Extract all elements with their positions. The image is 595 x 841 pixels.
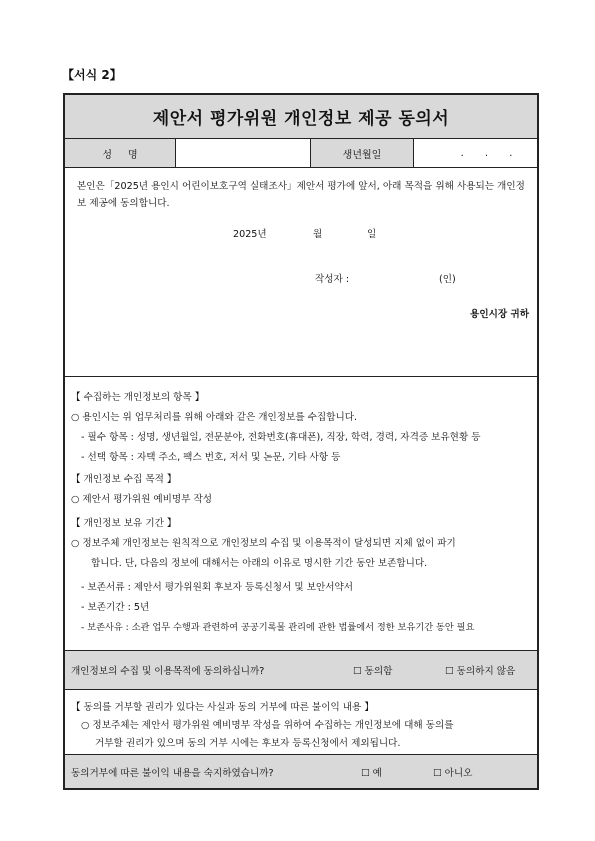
purpose-text: ○ 제안서 평가위원 예비명부 작성 [71,494,213,505]
retention-reason: - 보존사유 : 소관 업무 수행과 관련하여 공공기록물 관리에 관한 법률에서 정한 보유기간 동안 필요 [81,622,475,633]
consent-statement [65,168,537,377]
consent-question: 개인정보의 수집 및 이용목적에 동의하십니까? [71,666,265,677]
retention-docs: - 보존서류 : 제안서 평가위원회 후보자 등록신청서 및 보안서약서 [81,582,354,593]
retention-header: 【 개인정보 보유 기간 】 [71,518,177,529]
birth-dot: . [484,147,489,159]
retention-period: - 보존기간 : 5년 [81,602,150,613]
date-month: 월 [313,229,323,240]
birth-label: 생년월일 [311,139,414,167]
form-label: 【서식 2】 [62,68,122,82]
consent-text: 본인은「2025년 용인시 어린이보호구역 실태조사」제안서 평가에 앞서, 아래 목적을 위해 사용되는 개인정보 제공에 동의합니다. [77,181,525,209]
items-header: 【 수집하는 개인정보의 항목 】 [71,392,205,403]
name-field[interactable] [176,139,311,167]
date-year: 2025년 [233,229,267,240]
writer-label: 작성자 : [315,274,350,285]
agree-checkbox[interactable]: ☐ 동의함 [353,666,393,677]
date-row [65,226,537,240]
retention-text-cont: 합니다. 단, 다음의 정보에 대해서는 아래의 이유로 명시한 기간 동안 보존합니다. [91,558,428,569]
refusal-notice [65,690,537,755]
consent-form [63,93,539,790]
refusal-text-cont: 거부할 권리가 있으며 동의 거부 시에는 후보자 등록신청에서 제외됩니다. [95,738,401,749]
refusal-header: 【 동의를 거부할 권리가 있다는 사실과 동의 거부에 따른 불이익 내용 】 [71,702,374,713]
birth-dot: . [509,147,513,159]
writer-row [65,271,537,285]
applicant-info-row [65,139,537,168]
optional-items: - 선택 항목 : 자택 주소, 팩스 번호, 저서 및 논문, 기타 사항 등 [81,452,341,463]
acknowledge-row [65,755,537,788]
consent-question-row [65,651,537,690]
form-title: 제안서 평가위원 개인정보 제공 동의서 [65,95,537,139]
date-day: 일 [367,229,377,240]
birth-field[interactable] [414,139,537,167]
acknowledge-question: 동의거부에 따른 불이익 내용을 숙지하였습니까? [71,767,274,779]
refusal-text: ○ 정보주체는 제안서 평가위원 예비명부 작성을 위하여 수집하는 개인정보에 대해 동의를 [81,720,454,731]
purpose-header: 【 개인정보 수집 목적 】 [71,474,177,485]
disagree-checkbox[interactable]: ☐ 동의하지 않음 [445,666,516,677]
required-items: - 필수 항목 : 성명, 생년월일, 전문분야, 전화번호(휴대폰), 직장, 학력, 경력, 자격증 보유현황 등 [81,432,481,443]
seal-mark: (인) [439,274,456,285]
retention-text: ○ 정보주체 개인정보는 원칙적으로 개인정보의 수집 및 이용목적이 달성되면 지체 없이 파기 [71,538,456,549]
items-intro: ○ 용인시는 위 업무처리를 위해 아래와 같은 개인정보를 수집합니다. [71,412,358,423]
name-label: 성명 [65,139,176,167]
birth-dot: . [460,147,464,159]
no-checkbox[interactable]: ☐ 아니오 [433,767,473,779]
collection-details [65,377,537,651]
yes-checkbox[interactable]: ☐ 예 [361,767,382,779]
recipient: 용인시장 귀하 [470,309,529,320]
